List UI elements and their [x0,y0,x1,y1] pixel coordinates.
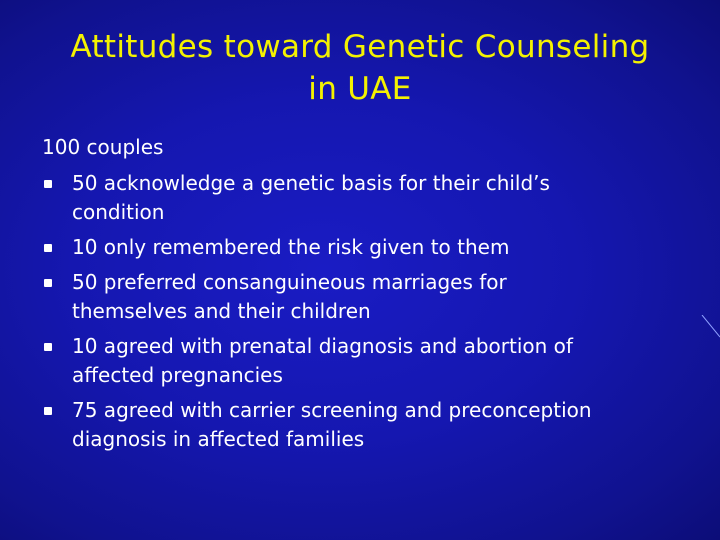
slide-title [20,26,700,110]
bullet-text-line-1: 10 only remembered the risk given to them [72,235,510,259]
square-bullet-icon [44,407,52,415]
bullet-text-line-1: 50 acknowledge a genetic basis for their child’s [72,171,550,195]
intro-text: 100 couples [42,135,164,159]
slide-body [42,133,682,460]
bullet-text-line-2: diagnosis in affected families [72,427,365,451]
square-bullet-icon [44,279,52,287]
slide-title-line-2: in UAE [308,71,412,107]
bullet-item [42,169,682,227]
square-bullet-icon [44,180,52,188]
bullet-text-line-1: 50 preferred consanguineous marriages for [72,270,507,294]
square-bullet-icon [44,244,52,252]
bullet-text-line-1: 10 agreed with prenatal diagnosis and abortion of [72,334,573,358]
bullet-text-line-2: themselves and their children [72,299,371,323]
bullet-text-line-1: 75 agreed with carrier screening and preconception [72,398,592,422]
decorative-diagonal-line [700,315,720,340]
bullet-text-line-2: affected pregnancies [72,363,283,387]
bullet-text-line-2: condition [72,200,165,224]
bullet-item [42,396,682,454]
bullet-list [42,169,682,454]
bullet-item [42,332,682,390]
square-bullet-icon [44,343,52,351]
bullet-item [42,268,682,326]
bullet-item [42,233,682,262]
slide-title-line-1: Attitudes toward Genetic Counseling [70,29,650,65]
